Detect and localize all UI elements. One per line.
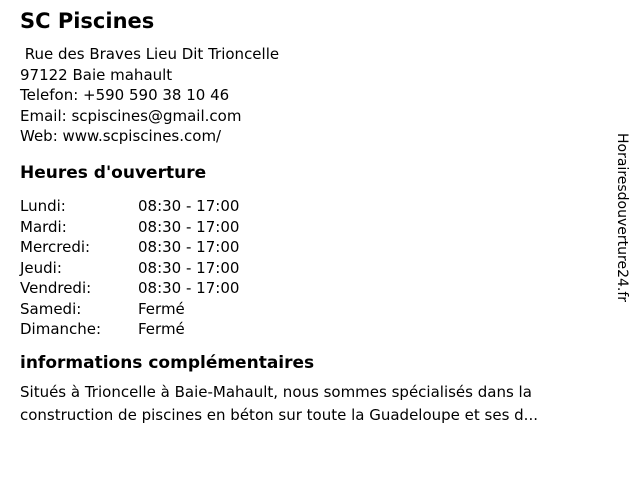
opening-hours-table	[20, 196, 239, 340]
site-brand-watermark: Horairesdouverture24.fr	[614, 133, 630, 303]
address-street-line: Rue des Braves Lieu Dit Trioncelle	[20, 45, 280, 63]
day-label: Mercredi:	[20, 238, 91, 256]
time-value: 08:30 - 17:00	[138, 238, 240, 256]
time-value: Fermé	[138, 299, 185, 318]
time-value: 08:30 - 17:00	[138, 217, 240, 236]
day-label: Vendredi:	[20, 279, 92, 297]
day-label: Dimanche:	[20, 320, 102, 338]
day-label: Samedi:	[20, 299, 82, 318]
table-row	[20, 217, 239, 238]
website-line: Web: www.scpiscines.com/	[20, 127, 222, 145]
table-row	[20, 237, 239, 258]
address-city-line: 97122 Baie mahault	[20, 65, 173, 84]
day-label: Lundi:	[20, 197, 66, 215]
email-line: Email: scpiscines@gmail.com	[20, 106, 242, 125]
opening-hours-heading: Heures d'ouverture	[20, 163, 207, 183]
day-label: Jeudi:	[20, 258, 62, 277]
table-row	[20, 319, 239, 340]
time-value: 08:30 - 17:00	[138, 258, 240, 277]
time-value: 08:30 - 17:00	[138, 197, 240, 215]
table-row	[20, 299, 239, 320]
table-row	[20, 196, 239, 217]
phone-line: Telefon: +590 590 38 10 46	[20, 86, 230, 104]
time-value: Fermé	[138, 320, 185, 338]
additional-info-heading: informations complémentaires	[20, 353, 315, 373]
table-row	[20, 258, 239, 279]
business-name: SC Piscines	[20, 9, 155, 33]
day-label: Mardi:	[20, 217, 67, 236]
table-row	[20, 278, 239, 299]
business-description: Situés à Trioncelle à Baie-Mahault, nous sommes spécialisés dans la construction de piscines en béton sur toute la Guadeloupe et ses d...	[20, 383, 538, 424]
contact-block	[20, 44, 279, 147]
time-value: 08:30 - 17:00	[138, 279, 240, 297]
